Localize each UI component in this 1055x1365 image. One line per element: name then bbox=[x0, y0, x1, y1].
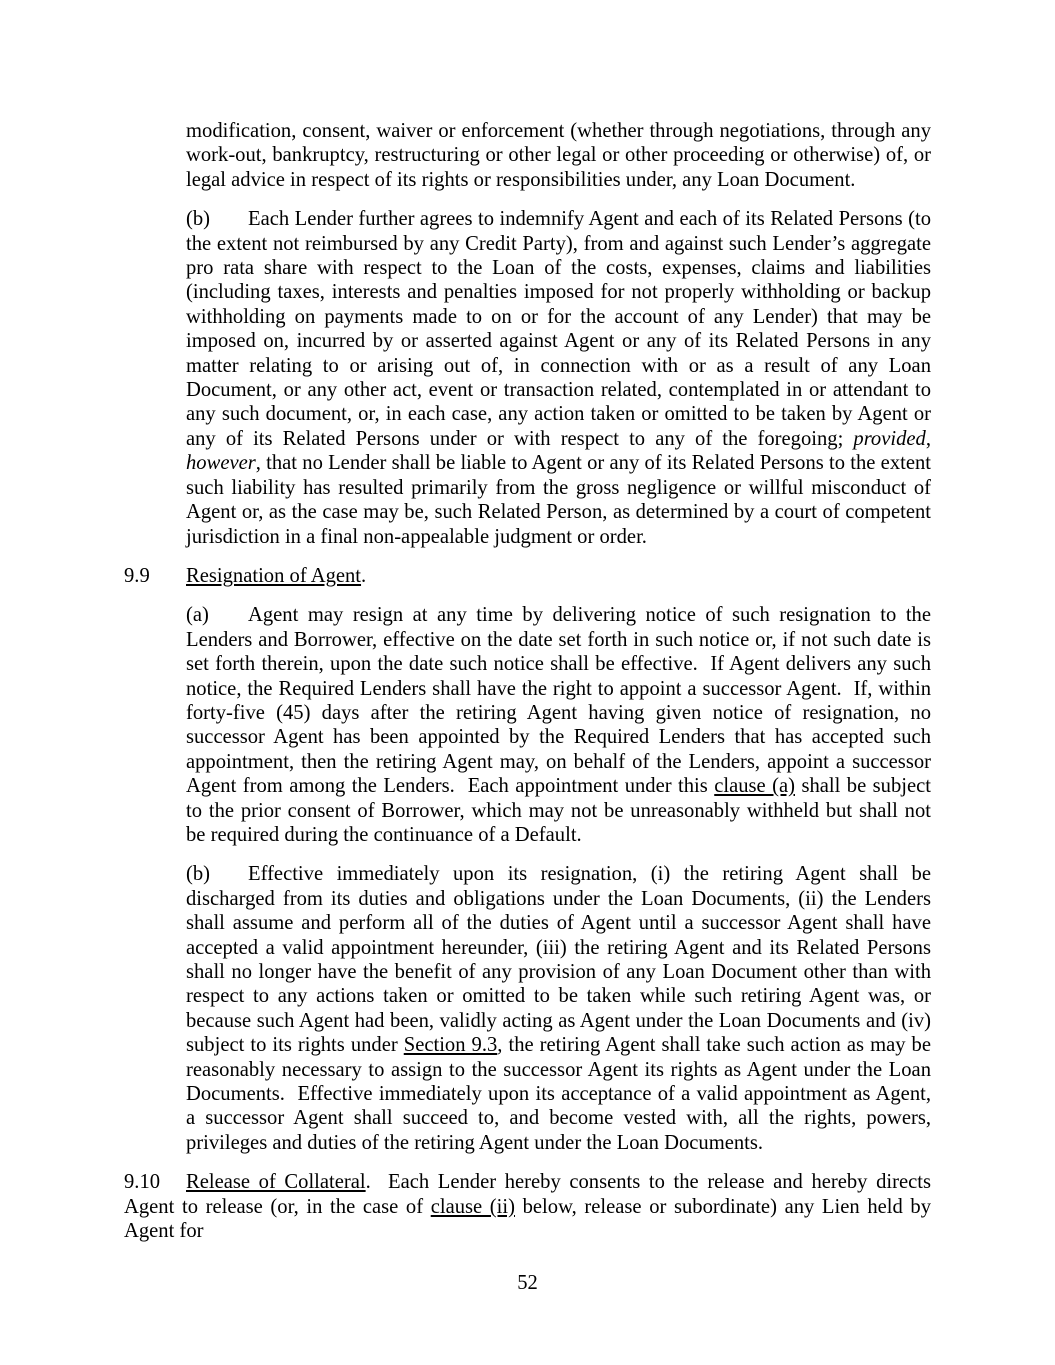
paragraph-label: (b) bbox=[186, 863, 211, 886]
text-segment: Agent may resign at any time by delivering notice of such resignation to the Lenders and Borrower, effective on the date set forth in such notice or, if not such date is set forth therein, upon the date such notice shall be effective. If Agent delivers any such notice, the Required Lenders shall have the right to appoint a successor Agent. If, within forty-five (45) days after the retiring Agent having given notice of resignation, no successor Agent has been appointed by the Required Lenders that has accepted such appointment, then the retiring Agent may, on behalf of the Lenders, appoint a successor Agent from among the Lenders. Each appointment under this bbox=[186, 604, 937, 798]
paragraph-label: (a) bbox=[186, 604, 209, 627]
text-segment: Effective immediately upon its resignation, (i) the retiring Agent shall be discharged from its duties and obligations under the Loan Documents, (ii) the Lenders shall assume and perform all of the duties of Agent until a successor Agent shall have accepted a valid appointment hereunder, (iii) the retiring Agent and its Related Persons shall no longer have the benefit of any provision of any Loan Document other than with respect to any actions taken or omitted to be taken while such retiring Agent was, or because such Agent had been, validly acting as Agent under the Loan Documents and (iv) subject to its rights under bbox=[186, 863, 937, 1057]
text-segment: modification, consent, waiver or enforcement (whether through negotiations, through any work-out, bankruptcy, restructuring or other legal or other proceeding or otherwise) of, or legal advice in respect of its rights or responsibilities under, any Loan Document. bbox=[186, 120, 937, 191]
text-segment: shall be subject to the prior consent of Borrower, which may not be unreasonably withheld but shall not be required during the continuance of a Default. bbox=[186, 775, 937, 846]
paragraph-label: (b) bbox=[186, 208, 211, 231]
text-segment: . Each Lender hereby consents to the release and hereby directs Agent to release (or, in the case of bbox=[124, 1171, 936, 1218]
paragraph-9-9-b bbox=[186, 862, 937, 1155]
section-heading-9-9 bbox=[124, 564, 931, 588]
page-number: 52 bbox=[517, 1272, 538, 1294]
paragraph-continuation bbox=[186, 119, 937, 192]
paragraph-b-indemnity bbox=[186, 207, 937, 549]
paragraph-9-9-a bbox=[186, 603, 937, 847]
text-segment: however bbox=[186, 452, 256, 475]
text-segment: Release of Collateral bbox=[186, 1171, 366, 1194]
text-segment: , that no Lender shall be liable to Agent or any of its Related Persons to the extent such liability has resulted primarily from the gross negligence or willful misconduct of Agent or, as the case may be, such Related Person, as determined by a court of competent jurisdiction in a final non-appealable judgment or order. bbox=[186, 452, 937, 548]
text-segment: clause (a) bbox=[714, 775, 795, 798]
text-segment: . bbox=[361, 564, 367, 587]
text-segment: Resignation of Agent bbox=[186, 564, 362, 587]
text-segment: Section 9.3 bbox=[403, 1034, 498, 1057]
text-segment: below, release or subordinate) any Lien held by Agent for bbox=[124, 1195, 936, 1243]
paragraph-label: 9.9 bbox=[124, 564, 150, 587]
document-content bbox=[124, 119, 937, 1243]
text-segment: provided bbox=[853, 427, 926, 450]
section-9-10 bbox=[124, 1170, 936, 1243]
text-segment: , bbox=[925, 427, 937, 450]
paragraph-label: 9.10 bbox=[124, 1171, 161, 1194]
text-segment: Each Lender further agrees to indemnify Agent and each of its Related Persons (to the extent not reimbursed by any Credit Party), from and against such Lender’s aggregate pro rata share with respect to the Loan of the costs, expenses, claims and liabilities (including taxes, interests and penalties imposed for not properly withholding or backup withholding on payments made to on or for the account of any Lender) that may be imposed on, incurred by or asserted against Agent or any of its Related Persons in any matter relating to or arising out of, in connection with or as a result of any Loan Document, or any other act, event or transaction related, contemplated in or attendant to any such document, or, in each case, any action taken or omitted to be taken by Agent or any of its Related Persons under or with respect to any of the foregoing; bbox=[186, 208, 937, 450]
text-segment: clause (ii) bbox=[430, 1195, 515, 1218]
text-segment: , the retiring Agent shall take such action as may be reasonably necessary to assign to the successor Agent its rights as Agent under the Loan Documents. Effective immediately upon its acceptance of a valid appointment as Agent, a successor Agent shall succeed to, and become vested with, all the rights, powers, privileges and duties of the retiring Agent under the Loan Documents. bbox=[186, 1034, 937, 1154]
